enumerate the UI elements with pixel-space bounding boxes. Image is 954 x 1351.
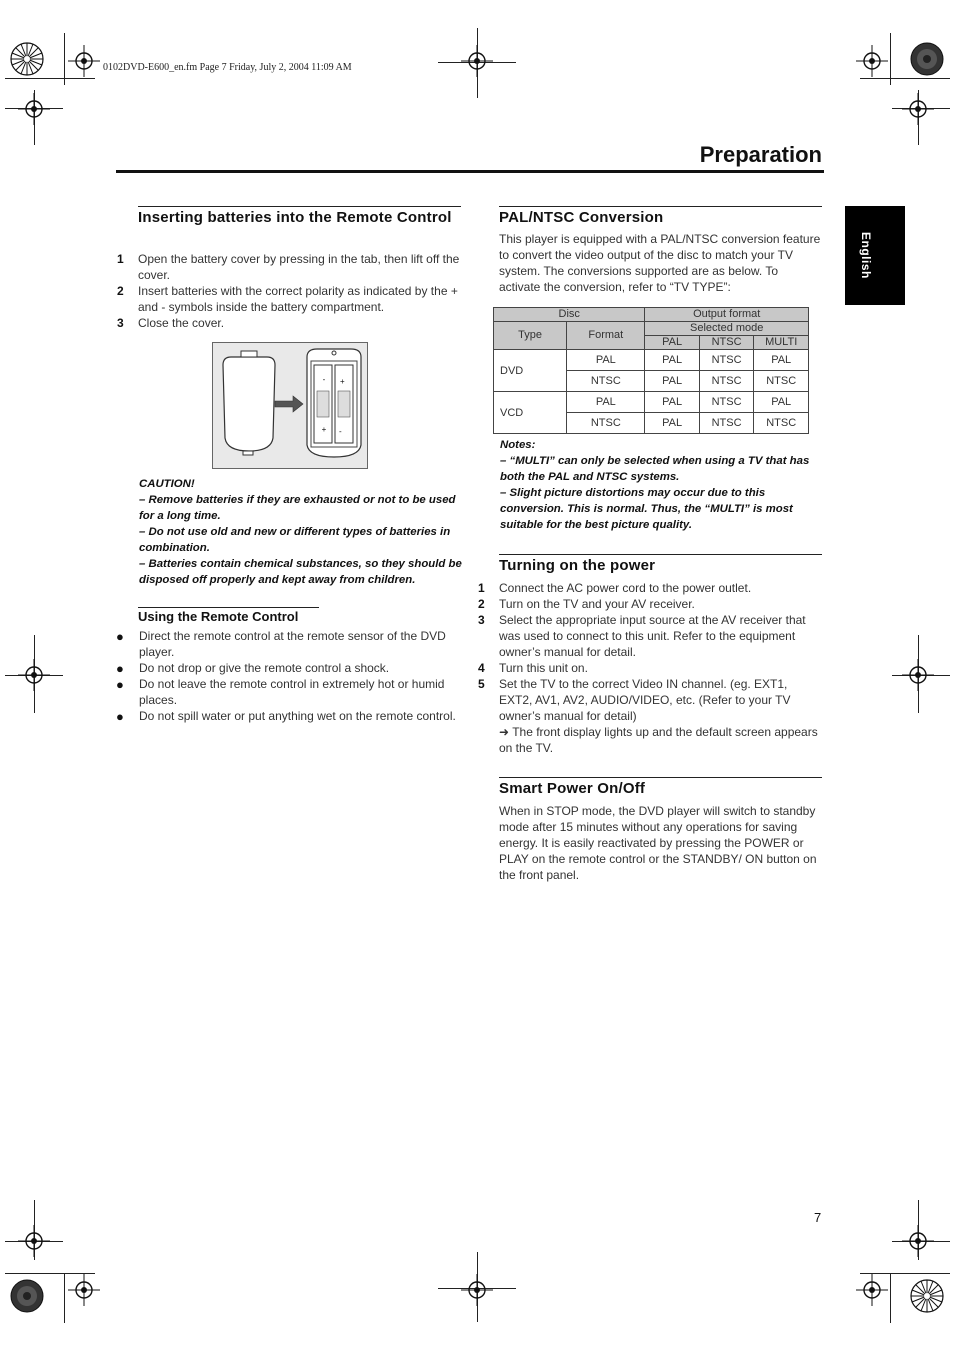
table-cell: NTSC: [699, 392, 754, 413]
table-row: [494, 350, 809, 371]
step-text: Turn on the TV and your AV receiver.: [499, 597, 695, 611]
note-item: – “MULTI” can only be selected when using a TV that has both the PAL and NTSC systems.: [500, 455, 810, 483]
title-rule: [116, 170, 824, 173]
caution-title: CAUTION!: [139, 478, 195, 490]
tip-text: Do not drop or give the remote control a shock.: [139, 661, 390, 675]
registration-crosshair-icon: [902, 659, 934, 691]
list-item: [118, 660, 461, 676]
notes-title: Notes:: [500, 439, 536, 451]
table-cell: PAL: [645, 413, 699, 434]
bullet-icon: ●: [116, 661, 124, 676]
table-cell: PAL: [567, 392, 645, 413]
step-text: Close the cover.: [138, 316, 225, 330]
pal-ntsc-section-title: PAL/NTSC Conversion: [499, 209, 664, 226]
remote-section-title: Using the Remote Control: [138, 609, 299, 624]
table-cell: NTSC: [699, 371, 754, 392]
table-cell: PAL: [645, 392, 699, 413]
table-cell: NTSC: [567, 371, 645, 392]
remote-battery-illustration: [213, 343, 367, 468]
list-item: [118, 628, 461, 660]
step-number: 1: [478, 581, 485, 595]
pal-ntsc-intro: This player is equipped with a PAL/NTSC conversion feature to convert the video output of the disc to match your TV system. The conversions supported are as below. To activate the conversion, refer to “TV TYPE”:: [499, 232, 821, 294]
list-item: [478, 724, 822, 756]
tip-text: Do not spill water or put anything wet on the remote control.: [139, 709, 456, 723]
registration-crosshair-icon: [68, 45, 100, 77]
step-number: 3: [478, 613, 485, 627]
section-rule: [138, 206, 461, 207]
language-tab-label: English: [859, 232, 873, 279]
tip-text: Direct the remote control at the remote sensor of the DVD player.: [139, 629, 446, 659]
table-header-cell: Output format: [645, 308, 809, 322]
list-item: [478, 660, 822, 676]
list-item: [478, 676, 822, 724]
list-item: [478, 580, 822, 596]
table-header-cell: Type: [494, 322, 567, 350]
step-number: 5: [478, 677, 485, 691]
bullet-icon: ●: [116, 629, 124, 644]
registration-crosshair-icon: [18, 93, 50, 125]
step-text: Set the TV to the correct Video IN channel. (eg. EXT1, EXT2, AV1, AV2, AUDIO/VIDEO, etc. (Refer to your TV owner’s manual for detail): [499, 677, 791, 723]
minus-symbol: -: [322, 375, 326, 384]
table-cell: PAL: [645, 371, 699, 392]
registration-crosshair-icon: [856, 1274, 888, 1306]
table-header-cell: MULTI: [754, 336, 809, 350]
list-item: [117, 283, 461, 315]
step-text: Turn this unit on.: [499, 661, 588, 675]
table-header-cell: Format: [567, 322, 645, 350]
table-row: [494, 392, 809, 413]
crop-line: [860, 78, 950, 79]
registration-crosshair-icon: [68, 1274, 100, 1306]
batteries-section-title: Inserting batteries into the Remote Control: [138, 209, 452, 226]
step-number: 2: [478, 597, 485, 611]
table-cell: VCD: [494, 392, 567, 434]
registration-crosshair-icon: [18, 659, 50, 691]
registration-crosshair-icon: [902, 1225, 934, 1257]
step-number: 4: [478, 661, 485, 675]
crop-line: [890, 33, 891, 85]
step-text: Select the appropriate input source at the AV receiver that was used to connect to this unit. Refer to the equipment owner’s manual for detail.: [499, 613, 806, 659]
registration-crosshair-icon: [902, 93, 934, 125]
registration-crosshair-icon: [856, 45, 888, 77]
table-cell: NTSC: [754, 371, 809, 392]
section-rule: [499, 554, 822, 555]
table-header-row: [494, 322, 809, 336]
list-item: [118, 676, 461, 708]
table-cell: DVD: [494, 350, 567, 392]
table-header-cell: NTSC: [699, 336, 754, 350]
section-rule: [138, 607, 319, 608]
result-text: The front display lights up and the default screen appears on the TV.: [499, 725, 818, 755]
registration-solid-target-icon: [9, 1278, 45, 1314]
table-cell: NTSC: [754, 413, 809, 434]
step-number: 3: [117, 316, 124, 330]
crop-line: [64, 1273, 65, 1323]
minus-symbol: -: [339, 427, 342, 436]
caution-block: [139, 476, 462, 588]
table-header-row: [494, 308, 809, 322]
registration-solid-target-icon: [909, 41, 945, 77]
battery-insertion-figure: [212, 342, 368, 469]
battery-steps-list: [117, 251, 461, 331]
list-item: [478, 612, 822, 660]
table-header-cell: PAL: [645, 336, 699, 350]
registration-crosshair-icon: [461, 45, 493, 77]
remote-tips-list: [118, 628, 461, 724]
table-cell: NTSC: [699, 413, 754, 434]
bullet-icon: ●: [116, 709, 124, 724]
table-cell: PAL: [567, 350, 645, 371]
table-header-cell: Selected mode: [645, 322, 809, 336]
step-text: Open the battery cover by pressing in the tab, then lift off the cover.: [138, 252, 460, 282]
table-cell: PAL: [754, 350, 809, 371]
note-item: – Slight picture distortions may occur due to this conversion. This is normal. Thus, the “MULTI” is most suitable for the best picture quality.: [500, 487, 793, 531]
registration-star-target-icon: [909, 1278, 945, 1314]
power-steps-list: [478, 580, 822, 756]
step-text: Insert batteries with the correct polarity as indicated by the + and - symbols inside the battery compartment.: [138, 284, 458, 314]
file-info-header: 0102DVD-E600_en.fm Page 7 Friday, July 2, 2004 11:09 AM: [103, 62, 352, 73]
list-item: [117, 315, 461, 331]
table-cell: PAL: [754, 392, 809, 413]
section-rule: [499, 777, 822, 778]
smart-power-text: When in STOP mode, the DVD player will switch to standby mode after 15 minutes without any operations for saving energy. It is easily reactivated by pressing the POWER or PLAY on the remote control or the STANDBY/ ON button on the front panel.: [499, 804, 817, 882]
page-number: 7: [814, 1210, 822, 1225]
conversion-table: [493, 307, 809, 434]
tip-text: Do not leave the remote control in extremely hot or humid places.: [139, 677, 445, 707]
step-number: 2: [117, 284, 124, 298]
list-item: [118, 708, 461, 724]
table-cell: PAL: [645, 350, 699, 371]
notes-block: [500, 437, 823, 533]
bullet-icon: ●: [116, 677, 124, 692]
registration-crosshair-icon: [461, 1274, 493, 1306]
plus-symbol: +: [340, 377, 345, 386]
caution-item: – Remove batteries if they are exhausted or not to be used for a long time.: [139, 494, 456, 522]
power-section-title: Turning on the power: [499, 557, 656, 574]
section-rule: [499, 206, 822, 207]
crop-line: [5, 78, 95, 79]
registration-crosshair-icon: [18, 1225, 50, 1257]
smart-power-section-title: Smart Power On/Off: [499, 780, 646, 797]
page-title: Preparation: [699, 142, 822, 167]
table-cell: NTSC: [699, 350, 754, 371]
caution-item: – Do not use old and new or different types of batteries in combination.: [139, 526, 451, 554]
list-item: [117, 251, 461, 283]
table-header-cell: Disc: [494, 308, 645, 322]
list-item: [478, 596, 822, 612]
language-tab: [845, 206, 905, 305]
crop-line: [64, 33, 65, 85]
table-cell: NTSC: [567, 413, 645, 434]
result-arrow-icon: ➜: [499, 725, 510, 739]
step-number: 1: [117, 252, 124, 266]
crop-line: [890, 1273, 891, 1323]
plus-symbol: +: [321, 425, 327, 434]
registration-star-target-icon: [9, 41, 45, 77]
step-text: Connect the AC power cord to the power outlet.: [499, 581, 752, 595]
caution-item: – Batteries contain chemical substances, so they should be disposed off properly and kept away from children.: [139, 558, 462, 586]
